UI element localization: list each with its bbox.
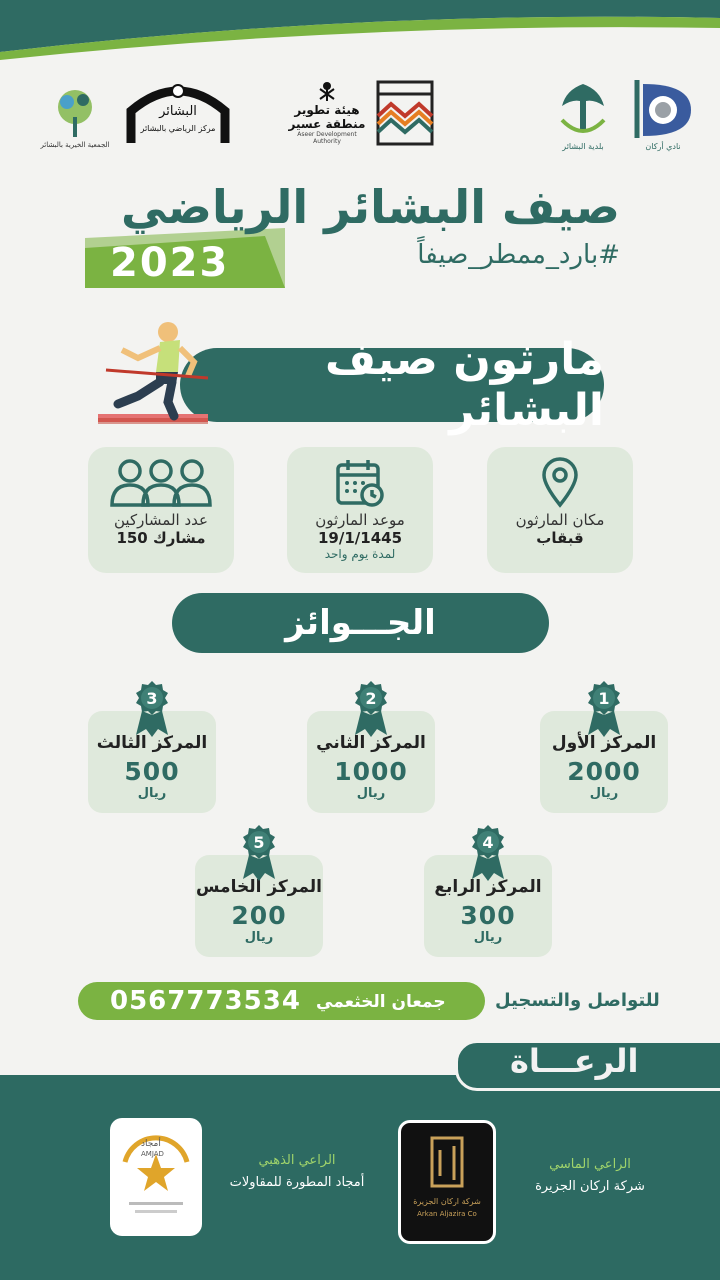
medal-rank: 1 <box>598 689 610 708</box>
aseer-authority-logo <box>286 80 368 146</box>
prize-amount: 300 <box>460 901 516 930</box>
gold-sponsor-text <box>212 1150 382 1194</box>
prize-amount: 2000 <box>567 757 641 786</box>
place-value: قبقاب <box>536 529 584 547</box>
center-name: البشائر <box>159 104 197 119</box>
prize-amount: 1000 <box>334 757 408 786</box>
arkan-logo-text: شركة اركان الجزيرة <box>413 1197 481 1206</box>
club-caption: نادي أركان <box>645 141 681 151</box>
prize-title: المركز الثاني <box>316 733 426 753</box>
marathon-label: مارثون صيف البشائر <box>325 334 604 436</box>
medal-icon <box>132 681 172 737</box>
mountain-icon <box>376 80 434 146</box>
participants-value: 150 مشارك <box>116 529 206 547</box>
municipality-caption: بلدية البشائر <box>562 141 604 151</box>
prize-currency: ريال <box>473 930 503 945</box>
date-card <box>287 447 433 573</box>
gold-tier: الراعي الذهبي <box>258 1153 336 1168</box>
diamond-name: شركة اركان الجزيرة <box>535 1179 645 1194</box>
year: 2023 <box>110 240 230 286</box>
club-logo <box>628 72 698 154</box>
prize-title: المركز الأول <box>551 733 657 753</box>
prize-amount: 200 <box>231 901 287 930</box>
authority-en: Aseer Development Authority <box>297 131 357 145</box>
amjad-logo-en: AMJAD <box>141 1150 164 1158</box>
authority-name: هيئة تطوير <box>294 103 360 117</box>
prize-title: المركز الخامس <box>196 877 322 897</box>
amjad-logo-text: أمجاد <box>141 1139 161 1149</box>
prizes-banner <box>172 593 549 653</box>
marathon-banner <box>180 334 604 436</box>
medal-icon <box>468 825 508 881</box>
albashair-center-logo <box>118 78 238 150</box>
medal-rank: 5 <box>253 833 265 852</box>
prize-currency: ريال <box>137 786 167 801</box>
arkan-logo-icon <box>404 1126 490 1238</box>
mountain-stripes-logo <box>376 80 434 146</box>
authority-name-2: منطقة عسير <box>288 117 366 131</box>
date-value: 19/1/1445 <box>317 529 403 547</box>
medal-icon <box>239 825 279 881</box>
tree-icon <box>52 87 98 141</box>
prize-currency: ريال <box>244 930 274 945</box>
contact-label: للتواصل والتسجيل <box>495 990 660 1011</box>
amjad-logo-icon <box>113 1122 199 1232</box>
people-icon <box>106 457 216 509</box>
calendar-icon <box>334 457 386 509</box>
charity-logo <box>40 78 110 158</box>
prize-currency: ريال <box>589 786 619 801</box>
medal-icon <box>351 681 391 737</box>
center-caption: مركز الرياضي بالبشائر <box>140 124 216 133</box>
place-label: مكان المارثون <box>515 511 605 529</box>
prize-currency: ريال <box>356 786 386 801</box>
location-pin-icon <box>540 457 580 509</box>
participants-label: عدد المشاركين <box>114 511 208 529</box>
medal-rank: 2 <box>365 689 377 708</box>
club-emblem-icon <box>631 76 695 142</box>
diamond-sponsor-text <box>520 1154 660 1198</box>
arkan-sponsor-logo <box>398 1120 496 1244</box>
contact-phone[interactable]: 0567773534 <box>110 986 301 1016</box>
page-title: صيف البشائر الرياضي <box>120 180 620 234</box>
amjad-sponsor-logo <box>110 1118 202 1236</box>
date-note: لمدة يوم واحد <box>324 547 396 561</box>
arkan-logo-en: Arkan Aljazira Co <box>417 1210 477 1218</box>
top-decorative-band <box>0 0 720 70</box>
charity-caption: الجمعية الخيرية بالبشائر <box>40 141 110 149</box>
prize-title: المركز الرابع <box>434 877 542 897</box>
gold-name: أمجاد المطورة للمقاولات <box>229 1175 365 1190</box>
contact-name: جمعان الخثعمي <box>316 992 446 1012</box>
participants-card <box>88 447 234 573</box>
sponsors-title: الرعـــاة <box>510 1042 639 1080</box>
prizes-title: الجـــوائز <box>285 603 436 643</box>
medal-rank: 4 <box>482 833 494 852</box>
place-card <box>487 447 633 573</box>
medal-icon <box>584 681 624 737</box>
municipality-logo <box>552 70 614 160</box>
date-label: موعد المارثون <box>315 511 405 529</box>
medal-rank: 3 <box>146 689 158 708</box>
prize-title: المركز الثالث <box>96 733 208 753</box>
palm-emblem-icon <box>556 80 610 142</box>
palm-swords-icon <box>316 81 338 103</box>
hashtag: #بارد_ممطر_صيفاً <box>417 240 620 270</box>
diamond-tier: الراعي الماسي <box>549 1157 631 1172</box>
runner-icon <box>98 318 218 428</box>
prize-amount: 500 <box>124 757 180 786</box>
